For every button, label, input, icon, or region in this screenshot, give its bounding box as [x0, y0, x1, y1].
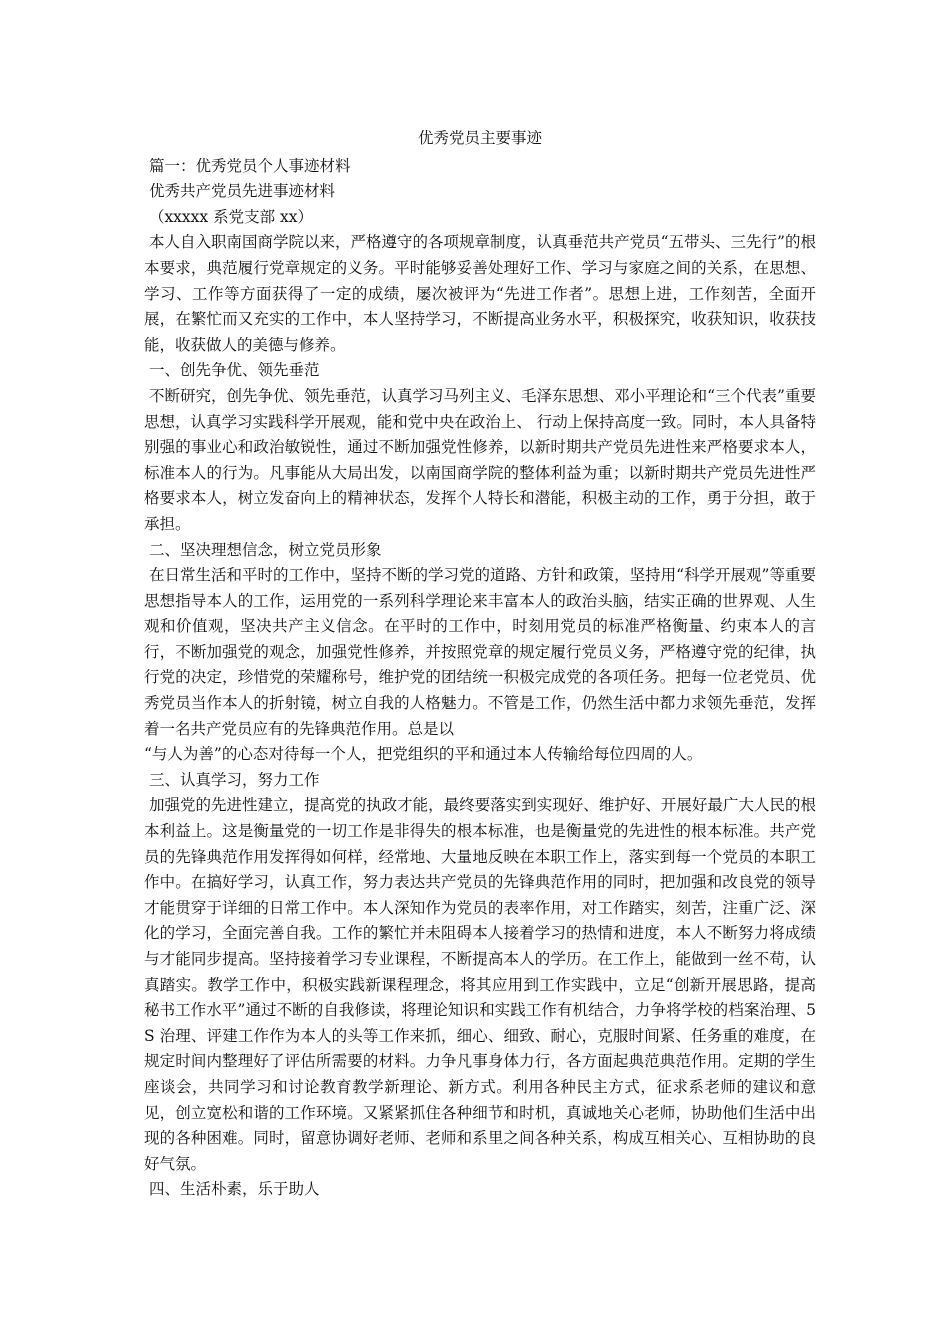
chapter-heading: 篇一：优秀党员个人事迹材料 — [144, 156, 351, 175]
section-paragraph-2-continued: “与人为善”的心态对待每一个人，把党组织的平和通过本人传输给每位四周的人。 — [144, 745, 703, 764]
document-title: 优秀党员主要事迹 — [417, 129, 542, 147]
intro-paragraph: 本人自入职南国商学院以来，严格遵守的各项规章制度，认真垂范共产党员“五带头、三先行”的根本要求，典范履行党章规定的义务。平时能够妥善处理好工作、学习与家庭之间的关系，在思想、学习、工作等方面获得了一定的成绩，屡次被评为“先进工作者”。思想上进，工作刻苦，全面开展，在繁忙而又充实的工作中，本人坚持学习，不断提高业务水平，积极探究，收获知识，收获技能，收获做人的美德与修养。 — [144, 233, 816, 354]
author-line: （xxxxx 系党支部 xx） — [144, 207, 313, 226]
section-paragraph-3: 加强党的先进性建立，提高党的执政才能，最终要落实到实现好、维护好、开展好最广大人民的根本利益上。这是衡量党的一切工作是非得失的根本标准，也是衡量党的先进性的根本标准。共产党员的先锋典范作用发挥得如何样，经常地、大量地反映在本职工作上，落实到每一个党员的本职工作中。在搞好学习，认真工作，努力表达共产党员的先锋典范作用的同时，把加强和改良党的领导才能贯穿于详细的日常工作中。本人深知作为党员的表率作用，对工作踏实，刻苦，注重广泛、深化的学习，全面完善自我。工作的繁忙并未阻碍本人接着学习的热情和进度，本人不断努力将成绩与才能同步提高。坚持接着学习专业课程，不断提高本人的学历。在工作上，能做到一丝不苟，认真踏实。教学工作中，积极实践新课程理念，将其应用到工作实践中，立足“创新开展思路，提高秘书工作水平”通过不断的自我修读，将理论知识和实践工作有机结合，力争将学校的档案治理、5S 治理、评建工作作为本人的头等工作来抓，细心、细致、耐心，克服时间紧、任务重的难度，在规定时间内整理好了评估所需要的材料。力争凡事身体力行，各方面起典范典范作用。定期的学生座谈会，共同学习和讨论教育教学新理论、新方式。利用各种民主方式，征求系老师的建议和意见，创立宽松和谐的工作环境。又紧紧抓住各种细节和时机，真诚地关心老师，协助他们生活中出现的各种困难。同时，留意协调好老师、老师和系里之间各种关系，构成互相关心、互相协助的良好气氛。 — [144, 796, 816, 1173]
section-heading-4: 四、生活朴素，乐于助人 — [144, 1180, 320, 1199]
section-paragraph-2: 在日常生活和平时的工作中，坚持不断的学习党的道路、方针和政策，坚持用“科学开展观”等重要思想指导本人的工作，运用党的一系列科学理论来丰富本人的政治头脑，结实正确的世界观、人生观和价值观，坚决共产主义信念。在平时的工作中，时刻用党员的标准严格衡量、约束本人的言行，不断加强党的观念，加强党性修养，并按照党章的规定履行党员义务，严格遵守党的纪律，执行党的决定，珍惜党的荣耀称号，维护党的团结统一积极完成党的各项任务。把每一位老党员、优秀党员当作本人的折射镜，树立自我的人格魅力。不管是工作，仍然生活中都力求领先垂范，发挥着一名共产党员应有的先锋典范作用。总是以 — [144, 566, 816, 738]
document-page — [144, 126, 816, 1203]
material-title: 优秀共产党员先进事迹材料 — [144, 182, 335, 201]
section-heading-3: 三、认真学习，努力工作 — [144, 770, 320, 789]
section-heading-2: 二、坚决理想信念，树立党员形象 — [144, 540, 382, 559]
section-paragraph-1: 不断研究，创先争优、领先垂范，认真学习马列主义、毛泽东思想、邓小平理论和“三个代表”重要思想，认真学习实践科学开展观，能和党中央在政治上、 行动上保持高度一致。同时，本人具备特别强的事业心和政治敏锐性，通过不断加强党性修养，以新时期共产党员先进性来严格要求本人，标准本人的行为。凡事能从大局出发，以南国商学院的整体利益为重；以新时期共产党员先进性严格要求本人，树立发奋向上的精神状态，发挥个人特长和潜能，积极主动的工作，勇于分担，敢于承担。 — [144, 386, 816, 533]
section-heading-1: 一、创先争优、领先垂范 — [144, 361, 320, 380]
